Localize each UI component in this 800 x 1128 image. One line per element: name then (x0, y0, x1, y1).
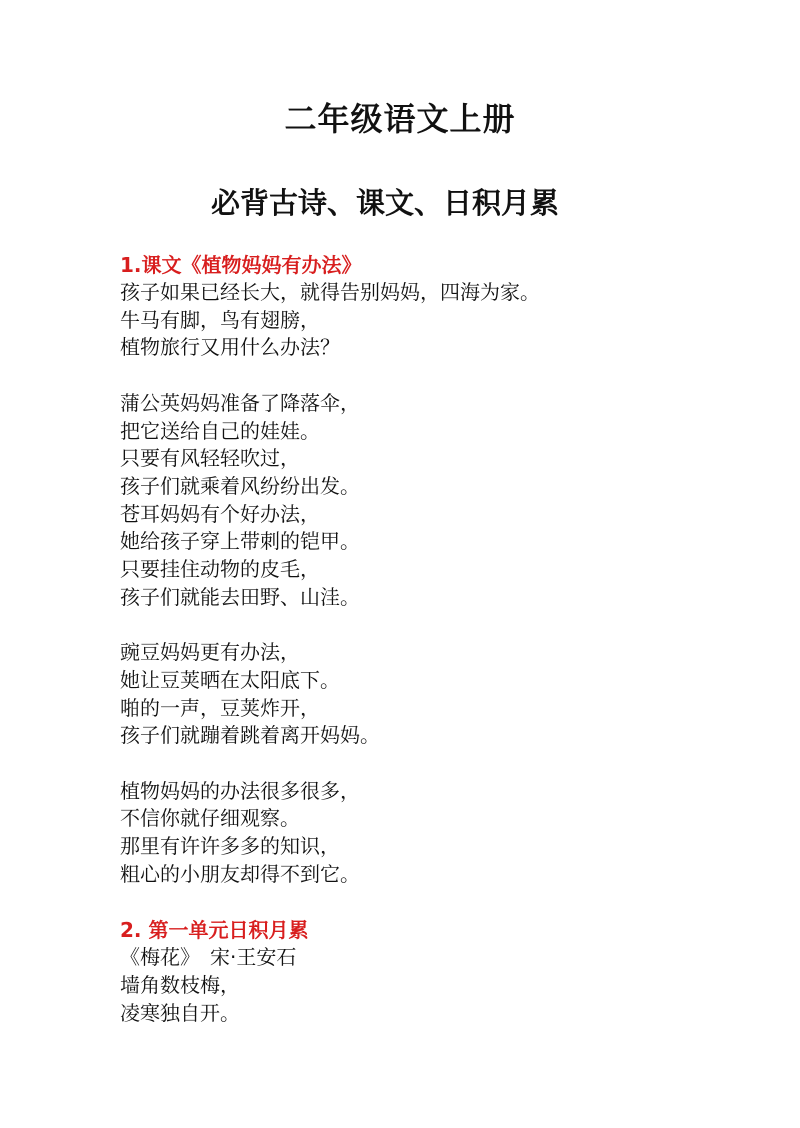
paragraph-gap (120, 611, 760, 639)
text-line: 不信你就仔细观察。 (120, 806, 300, 831)
text-line: 她让豆荚晒在太阳底下。 (120, 667, 340, 692)
section-heading-1: 1.课文《植物妈妈有办法》 (120, 253, 362, 277)
paragraph-gap (120, 750, 760, 778)
text-line: 只要挂住动物的皮毛， (120, 557, 320, 582)
text-line: 孩子们就蹦着跳着离开妈妈。 (120, 723, 380, 748)
text-line: 牛马有脚，鸟有翅膀， (120, 307, 320, 332)
page-title: 二年级语文上册 (284, 100, 516, 138)
section-heading-2: 2. 第一单元日积月累 (120, 918, 309, 943)
paragraph-gap (120, 888, 760, 916)
text-line: 豌豆妈妈更有办法， (120, 640, 300, 665)
paragraph-gap (120, 362, 760, 390)
text-line: 苍耳妈妈有个好办法， (120, 501, 320, 526)
text-line: 把它送给自己的娃娃。 (120, 418, 320, 443)
text-line: 她给孩子穿上带刺的铠甲。 (120, 529, 360, 554)
text-line: 墙角数枝梅， (120, 972, 240, 997)
text-line: 植物旅行又用什么办法？ (120, 335, 340, 360)
text-line: 植物妈妈的办法很多很多， (120, 778, 360, 803)
document-body (120, 251, 760, 1027)
text-line: 凌寒独自开。 (120, 1000, 240, 1025)
text-line: 孩子如果已经长大，就得告别妈妈，四海为家。 (120, 280, 540, 304)
text-line: 啪的一声，豆荚炸开， (120, 695, 320, 720)
text-line: 孩子们就乘着风纷纷出发。 (120, 473, 360, 498)
text-line: 只要有风轻轻吹过， (120, 446, 300, 471)
text-line: 蒲公英妈妈准备了降落伞， (120, 390, 360, 415)
page-subtitle: 必背古诗、课文、日积月累 (210, 186, 559, 220)
text-line: 孩子们就能去田野、山洼。 (120, 584, 360, 609)
text-line: 粗心的小朋友却得不到它。 (120, 861, 360, 886)
text-line: 那里有许许多多的知识， (120, 834, 340, 859)
poem-title-line: 《梅花》 宋·王安石 (120, 945, 297, 970)
